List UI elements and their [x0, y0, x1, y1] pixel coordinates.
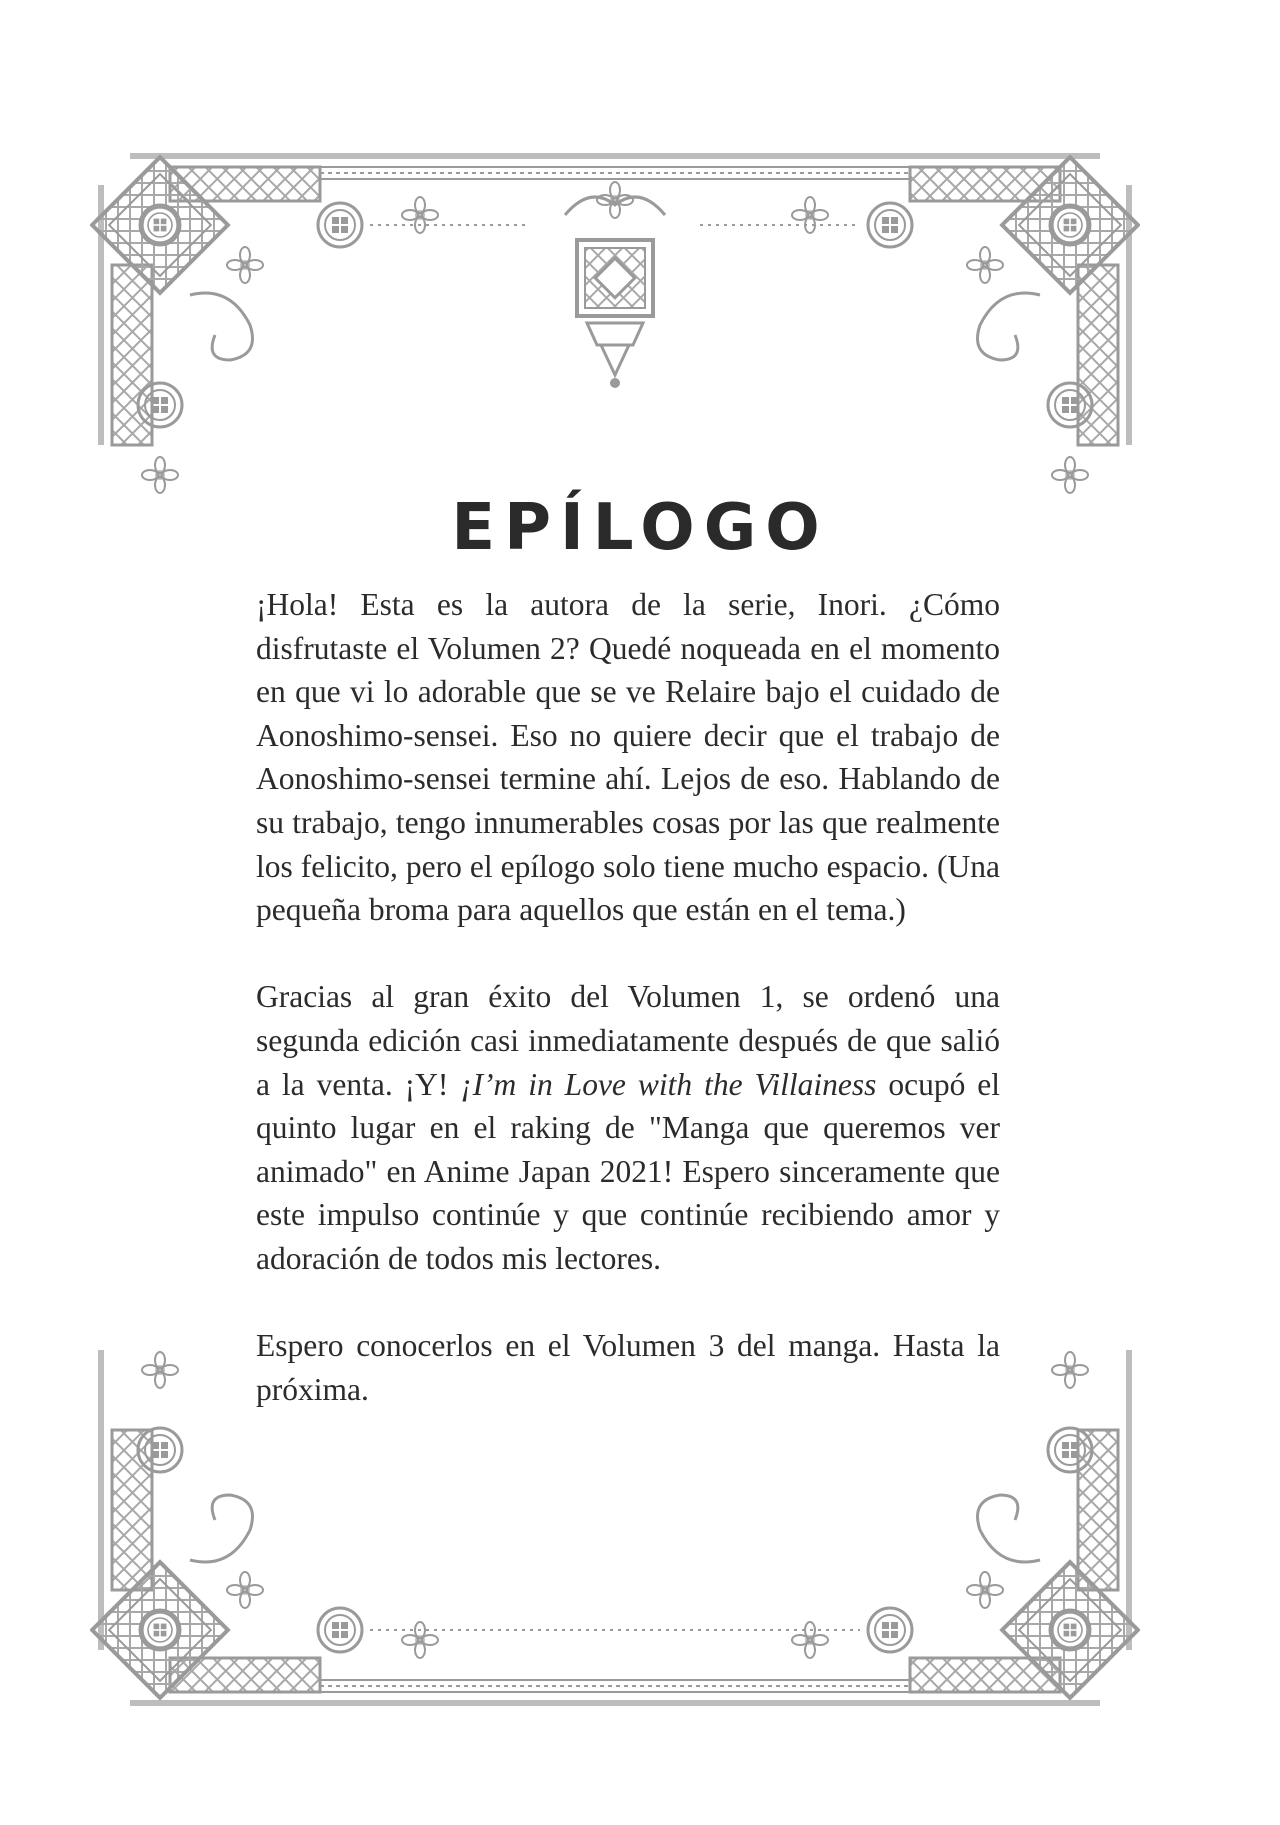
top-ornamental-frame	[90, 145, 1140, 515]
paragraph-3: Espero conocerlos en el Volumen 3 del manga. Hasta la próxima.	[256, 1328, 1000, 1407]
paragraph-2	[256, 975, 1000, 1280]
paragraph-2-part-a: Gracias al gran éxito del Volumen 1, se ordenó una segunda edición casi inmediatamente después de que salió a la venta. ¡Y!	[256, 979, 1000, 1102]
bottom-ornamental-frame	[90, 1340, 1140, 1720]
book-title-italic: ¡I’m in Love with the Villainess	[460, 1066, 877, 1102]
page-title: EPÍLOGO	[451, 491, 829, 565]
paragraph-1: ¡Hola! Esta es la autora de la serie, Inori. ¿Cómo disfrutaste el Volumen 2? Quedé noqueada en el momento en que vi lo adorable que se ve Relaire bajo el cuidado de Aonoshimo-sensei. Eso no quiere decir que el trabajo de Aonoshimo-sensei termine ahí. Lejos de eso. Hablando de su trabajo, tengo innumerables cosas por las que realmente los felicito, pero el epílogo solo tiene mucho espacio. (Una pequeña broma para aquellos que están en el tema.)	[256, 587, 1000, 928]
epilogue-text	[256, 583, 1000, 1411]
paragraph-2-part-b: ocupó el quinto lugar en el raking de "Manga que queremos ver animado" en Anime Japan 2021! Espero sinceramente que este impulso continúe y que continúe recibiendo amor y adoración de todos mis lectores.	[256, 1066, 1001, 1276]
